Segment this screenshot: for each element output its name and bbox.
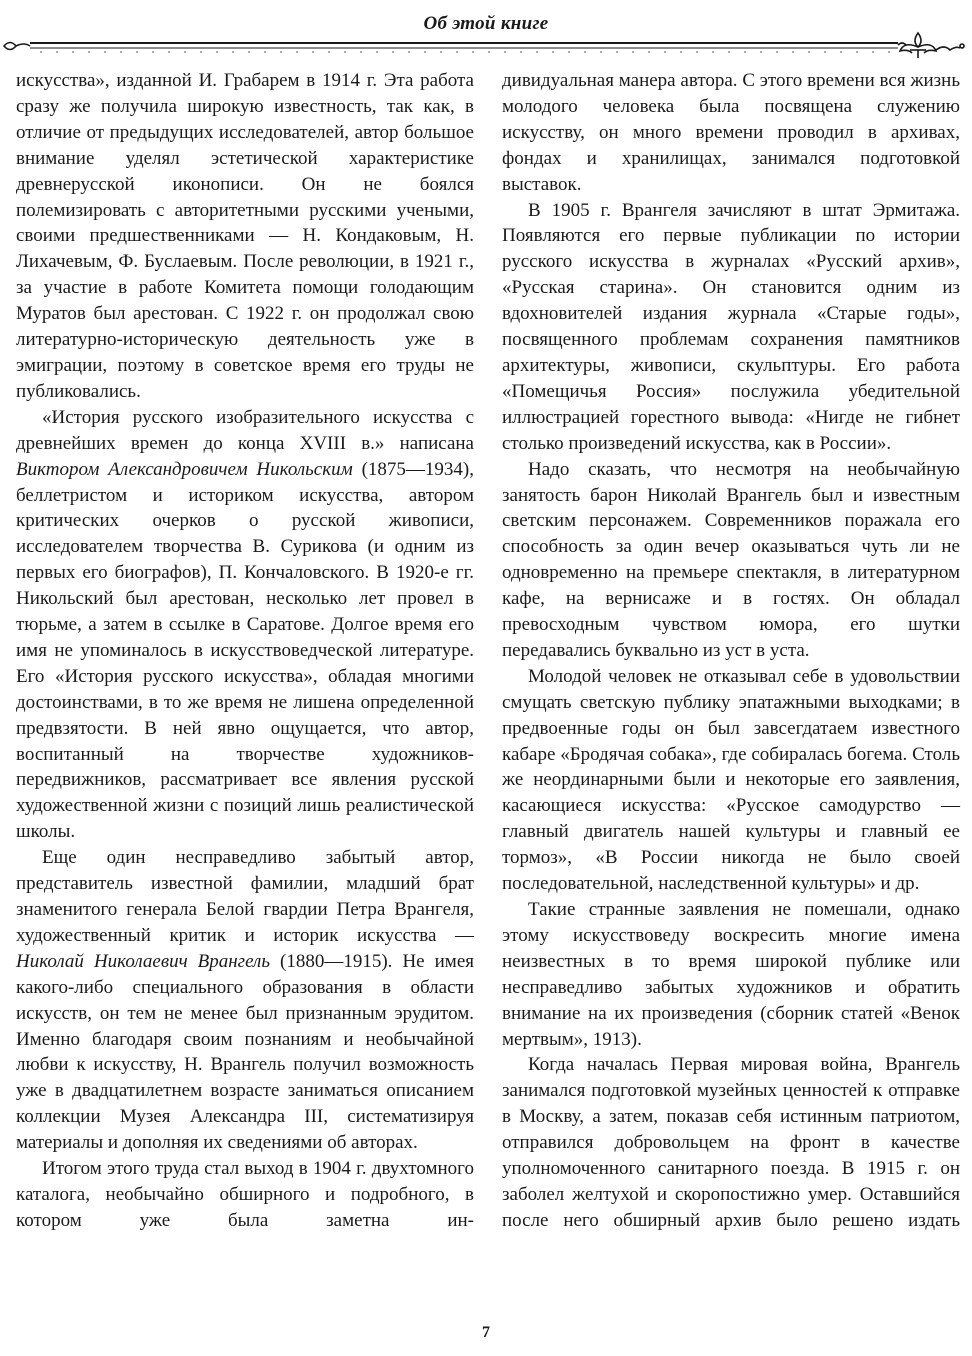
paragraph-text: (1880—1915). Не имея какого-либо специального образования в области искусств, он тем не менее был признанным эрудитом. Именно благодаря своим познаниям и необычайной любви к искусству, Н. Врангель получил возможность уже в двадцатилетнем возрасте заниматься описанием коллекции Музея Александра III, систематизируя материалы и дополняя их сведениями об авторах. (16, 950, 474, 1154)
running-header (0, 0, 972, 62)
paragraph (16, 845, 474, 1156)
paragraph (16, 405, 474, 845)
fleur-de-lis-icon (898, 33, 964, 58)
left-scroll-ornament (4, 43, 30, 50)
page-number: 7 (482, 1324, 490, 1341)
paragraph: В 1905 г. Врангеля зачисляют в штат Эрмитажа. Появляются его первые публикации по истории русского искусства в журналах «Русский архив», «Русская старина». Он становится одним из вдохновителей издания журнала «Старые годы», посвященного проблемам сохранения памятников архитектуры, живописи, скульптуры. Его работа «Помещичья Россия» послужила убедительной иллюстрацией горестного вывода: «Нигде не гибнет столько произведений искусства, как в России». (502, 199, 960, 454)
ornamental-rule (0, 30, 972, 60)
right-column (502, 68, 960, 1318)
paragraph: Молодой человек не отказывал себе в удовольствии смущать светскую публику эпатажными выходками; в предвоенные годы он был завсегдатаем известного кабаре «Бродячая собака», где собиралась богема. Столь же неординарными были и некоторые его заявления, касающиеся искусства: «Русское самодурство — главный двигатель нашей культуры и главный ее тормоз», «В России никогда не было своей последовательной, наследственной культуры» и др. (502, 665, 960, 895)
paragraph-text: Еще один несправедливо забытый автор, представитель известной фамилии, младший брат знаменитого генерала Белой гвардии Петра Врангеля, художественный критик и историк искусства — (16, 847, 474, 946)
paragraph: Когда началась Первая мировая война, Врангель занимался подготовкой музейных ценностей к отправке в Москву, а затем, показав себя истинным патриотом, отправился добровольцем на фронт в качестве уполномоченного санитарного поезда. В 1915 г. он заболел желтухой и скоропостижно умер. Оставшийся после него обширный архив было решено издать (502, 1054, 960, 1231)
text-columns (16, 68, 960, 1318)
paragraph: дивидуальная манера автора. С этого времени вся жизнь молодого человека была посвящена служению искусству, он много времени проводил в архивах, фондах и хранилищах, занимался подготовкой выставок. (502, 70, 960, 195)
paragraph-text: (1875—1934), беллетристом и историком искусства, автором критических очерков о русской живописи, исследователем творчества В. Сурикова (и одним из первых его биографов), П. Кончаловского. В 1920-е гг. Никольский был арестован, несколько лет провел в тюрьме, а затем в ссылке в Саратове. Долгое время его имя не упоминалось в искусствоведческой литературе. Его «История русского искусства», обладая многими достоинствами, в то же время не лишена определенной предвзятости. В ней явно ощущается, что автор, воспитанный на творчестве художников-передвижников, рассматривает все явления русской художественной жизни с позиций лишь реалистической школы. (16, 458, 475, 843)
running-header-title: Об этой книге (423, 13, 549, 34)
paragraph: искусства», изданной И. Грабарем в 1914 г. Эта работа сразу же получила широкую известность, так как, в отличие от предыдущих исследователей, автор большое внимание уделял эстетической характеристике древнерусской иконописи. Он не боялся полемизировать с авторитетными русскими учеными, своими предшественниками — Н. Кондаковым, Н. Лихачевым, Ф. Буслаевым. После революции, в 1921 г., за участие в работе Комитета помощи голодающим Муратов был арестован. С 1922 г. он продолжал свою литературно-историческую деятельность уже в эмиграции, поэтому в советское время его труды не публиковались. (16, 70, 474, 402)
paragraph-text: «История русского изобразительного искусства с древнейших времен до конца XVIII в.» написана (16, 406, 474, 454)
left-column (16, 68, 474, 1318)
author-name: Николай Николаевич Врангель (16, 950, 270, 972)
paragraph: Итогом этого труда стал выход в 1904 г. двухтомного каталога, необычайно обширного и подробного, в котором уже была заметна ин- (16, 1158, 474, 1231)
author-name: Виктором Александровичем Никольским (16, 458, 353, 480)
paragraph: Такие странные заявления не помешали, однако этому искусствоведу воскресить многие имена неизвестных в то время широкой публике или несправедливо забытых художников и обратить внимание на их произведения (сборник статей «Венок мертвым», 1913). (502, 899, 960, 1050)
paragraph: Надо сказать, что несмотря на необычайную занятость барон Николай Врангель был и известным светским персонажем. Современников поражала его способность за один вечер оказываться чуть ли не одновременно на премьере спектакля, в литературном кафе, на вернисаже и в гостях. Он обладал превосходным чувством юмора, его шутки передавались буквально из уст в уста. (502, 458, 960, 661)
